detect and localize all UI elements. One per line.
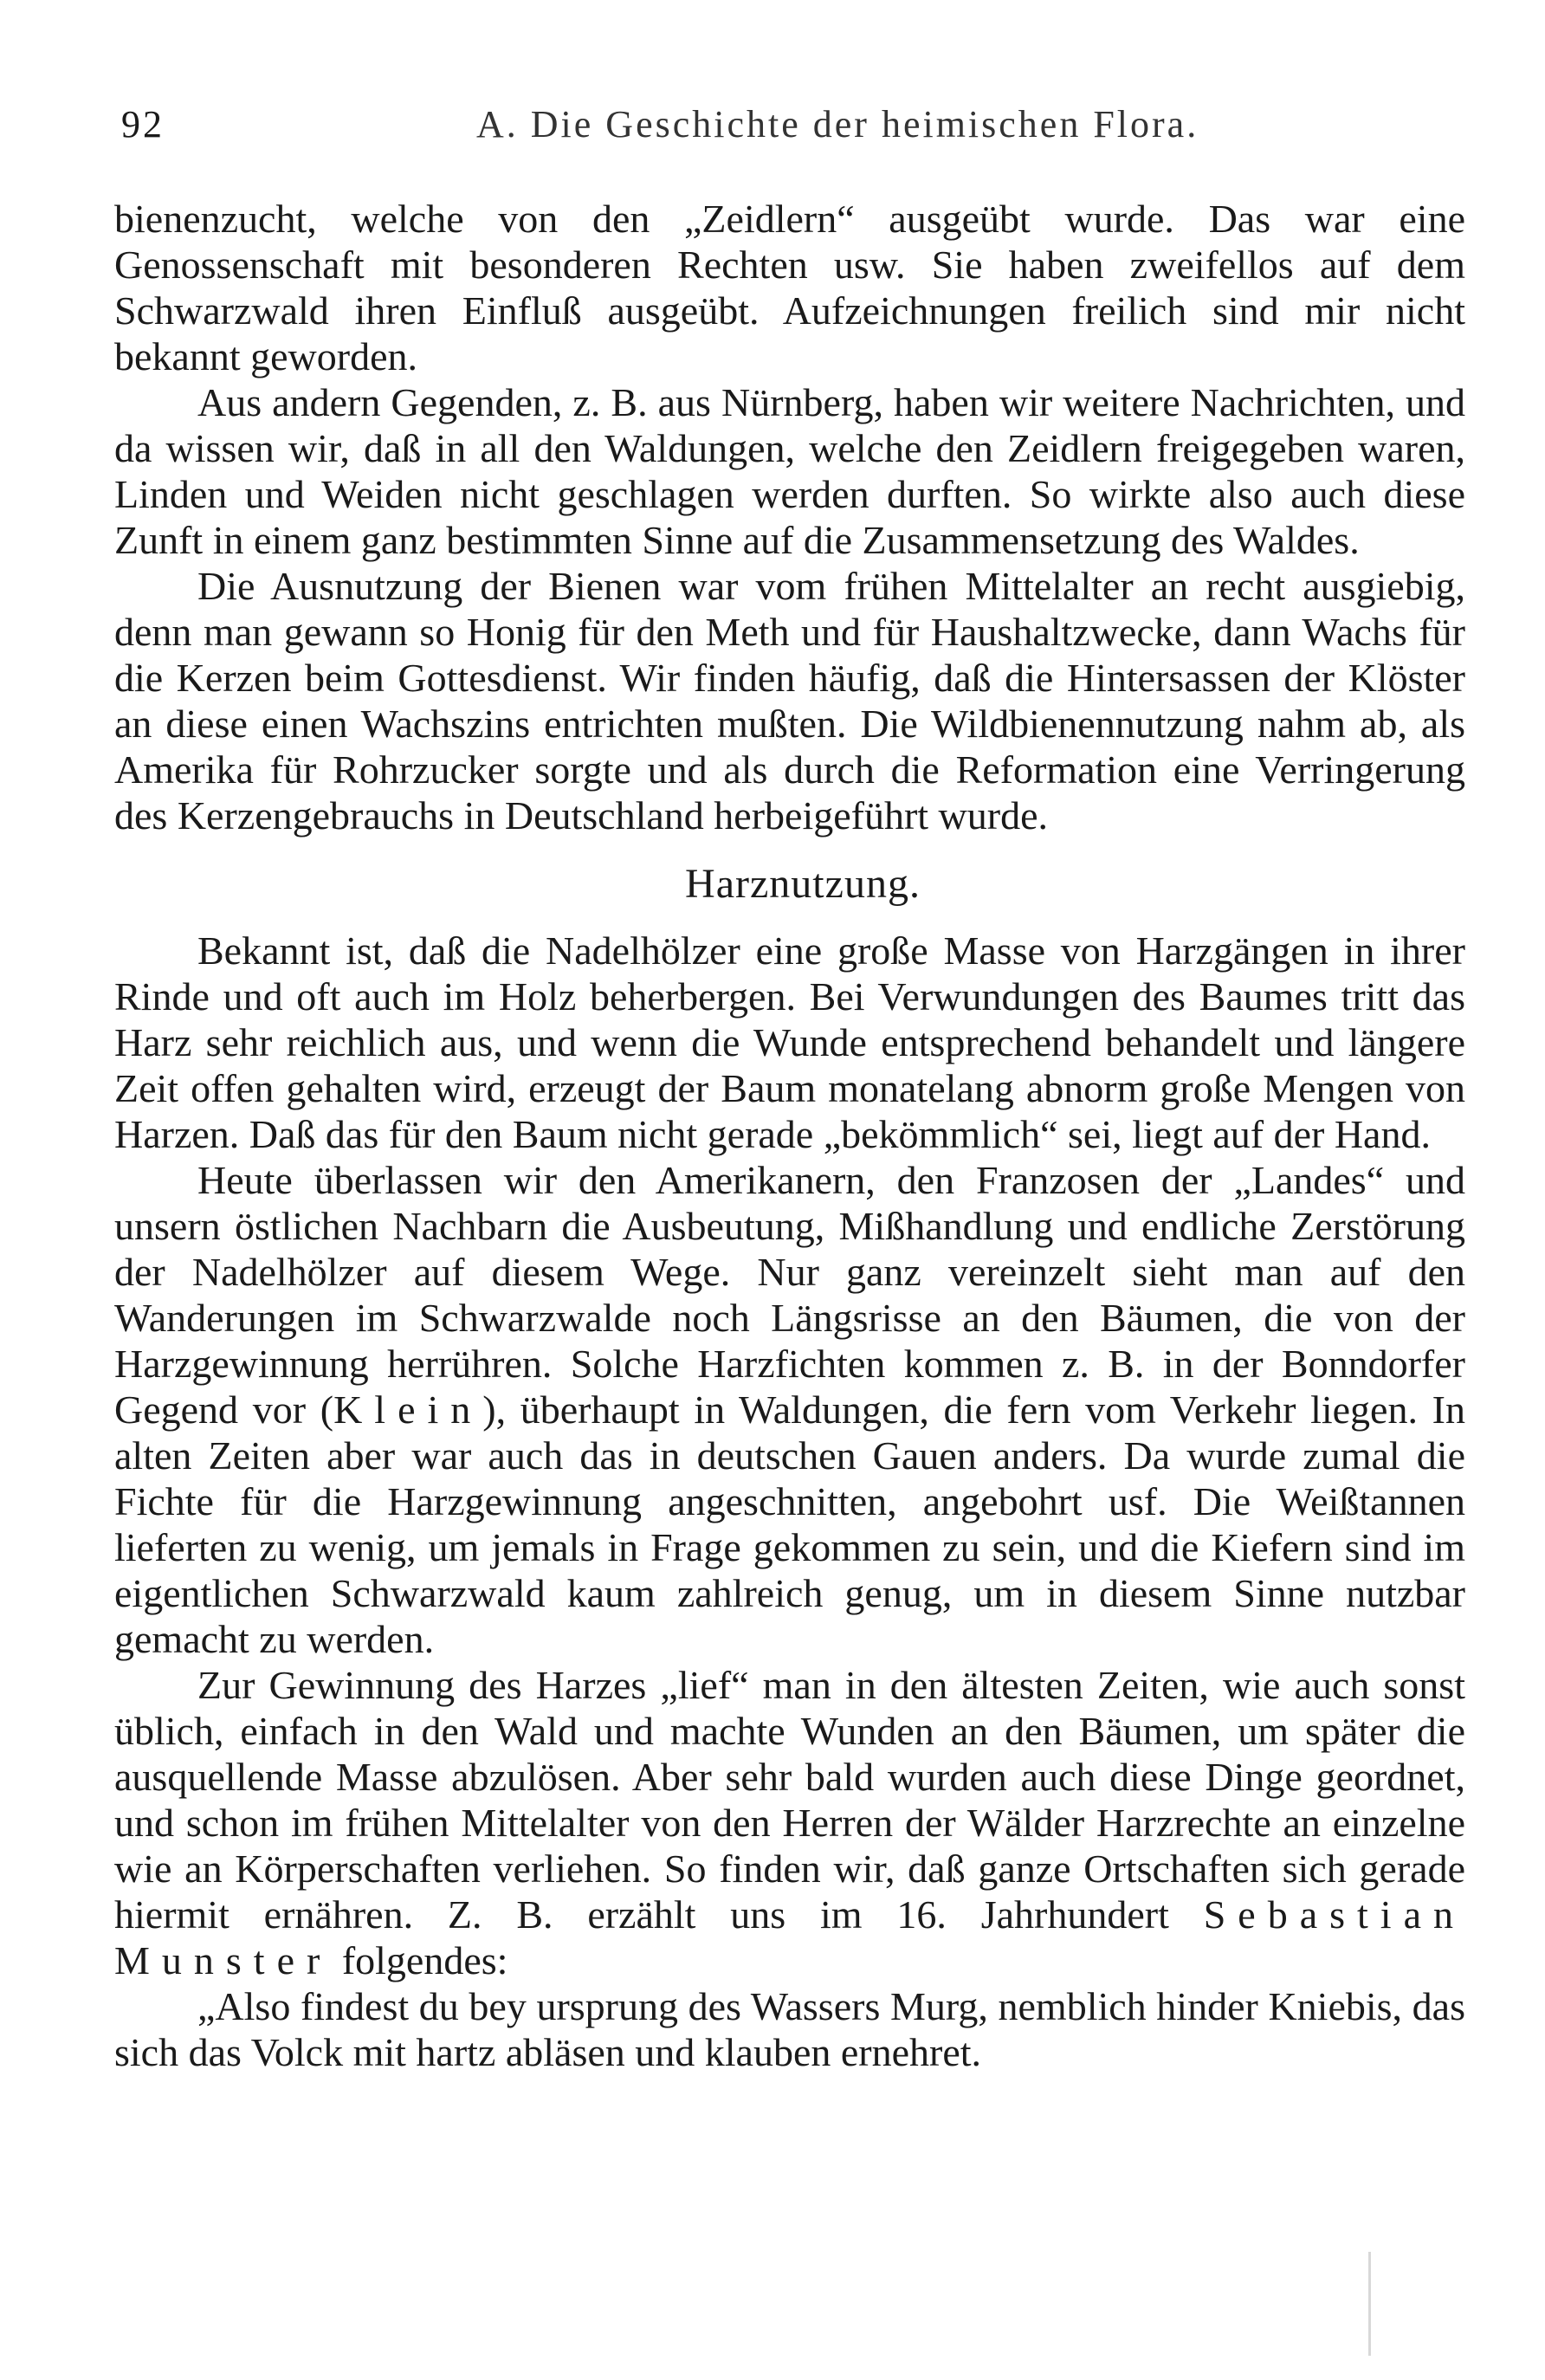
paragraph-resin-today — [114, 1157, 1465, 1662]
paragraph-resin-ducts: Bekannt ist, daß die Nadelhölzer eine große Masse von Harzgängen in ihrer Rinde und oft auch im Holz beherbergen. Bei Verwundungen des Baumes tritt das Harz sehr reichlich aus, und wenn die Wunde entsprechend behandelt und längere Zeit offen gehalten wird, erzeugt der Baum monatelang abnorm große Mengen von Harzen. Daß das für den Baum nicht gerade „bekömmlich“ sei, liegt auf der Hand. — [114, 928, 1465, 1156]
paragraph-bee-usage: Die Ausnutzung der Bienen war vom frühen Mittelalter an recht ausgiebig, denn man gewann so Honig für den Meth und für Haushaltzwecke, dann Wachs für die Kerzen beim Gottesdienst. Wir finden häufig, daß die Hintersassen der Klöster an diese einen Wachszins entrichten mußten. Die Wildbienennutzung nahm ab, als Amerika für Rohrzucker sorgte und als durch die Reformation eine Verringerung des Kerzengebrauchs in Deutschland herbeigeführt wurde. — [114, 564, 1465, 838]
text-fragment: Zur Gewinnung des Harzes „lief“ man in den ältesten Zeiten, wie auch sonst üblich, einfach in den Wald und machte Wunden an den Bäumen, um später die ausquellende Masse abzulösen. Aber sehr bald wurden auch diese Dinge geordnet, und schon im frühen Mittelalter von den Herren der Wälder Harzrechte an einzelne wie an Körperschaften verliehen. So finden wir, daß ganze Ortschaften sich gerade hiermit ernähren. Z. B. erzählt uns im 16. Jahrhundert — [114, 1663, 1465, 1937]
paragraph-resin-history — [114, 1662, 1465, 1983]
quotation: „Also findest du bey ursprung des Wassers Murg, nemblich hinder Kniebis, das sich das Volck mit hartz abläsen und klauben ernehret. — [114, 1984, 1465, 2074]
page-number: 92 — [121, 103, 165, 146]
author-name: Klein — [333, 1387, 483, 1432]
body-text — [114, 196, 1465, 2075]
text-fragment: folgendes: — [332, 1938, 508, 1982]
page-header — [121, 102, 1472, 163]
text-fragment: Heute überlassen wir den Amerikanern, den Franzosen der „Landes“ und unsern östlichen Nachbarn die Ausbeutung, Mißhandlung und endliche Zerstörung der Nadelhölzer auf diesem Wege. Nur ganz vereinzelt sieht man auf den Wanderungen im Schwarzwalde noch Längsrisse an den Bäumen, die von der Harzgewinnung herrühren. Solche Harzfichten kommen z. B. in der Bonndorfer Gegend vor ( — [114, 1158, 1465, 1432]
scan-artifact-line — [1368, 2252, 1371, 2356]
author-name: Sebastian Munster — [114, 1892, 1465, 1982]
paragraph-bee-keeping-continued: bienenzucht, welche von den „Zeidlern“ ausgeübt wurde. Das war eine Genossenschaft mit besonderen Rechten usw. Sie haben zweifellos auf dem Schwarzwald ihren Einfluß ausgeübt. Aufzeichnungen freilich sind mir nicht bekannt geworden. — [114, 197, 1465, 378]
running-head: A. Die Geschichte der heimischen Flora. — [476, 103, 1199, 146]
paragraph-nuremberg: Aus andern Gegenden, z. B. aus Nürnberg, haben wir weitere Nachrichten, und da wissen wir, daß in all den Waldungen, welche den Zeidlern freigegeben waren, Linden und Weiden nicht geschlagen werden durften. So wirkte also auch diese Zunft in einem ganz bestimmten Sinne auf die Zusammensetzung des Waldes. — [114, 380, 1465, 562]
text-fragment: ), überhaupt in Waldungen, die fern vom Verkehr liegen. In alten Zeiten aber war auch das in deutschen Gauen anders. Da wurde zumal die Fichte für die Harzgewinnung angeschnitten, angebohrt usf. Die Weißtannen lieferten zu wenig, um jemals in Frage gekommen zu sein, und die Kiefern sind im eigentlichen Schwarzwald kaum zahlreich genug, um in diesem Sinne nutzbar gemacht zu werden. — [114, 1387, 1465, 1661]
section-heading: Harznutzung. — [685, 861, 921, 907]
